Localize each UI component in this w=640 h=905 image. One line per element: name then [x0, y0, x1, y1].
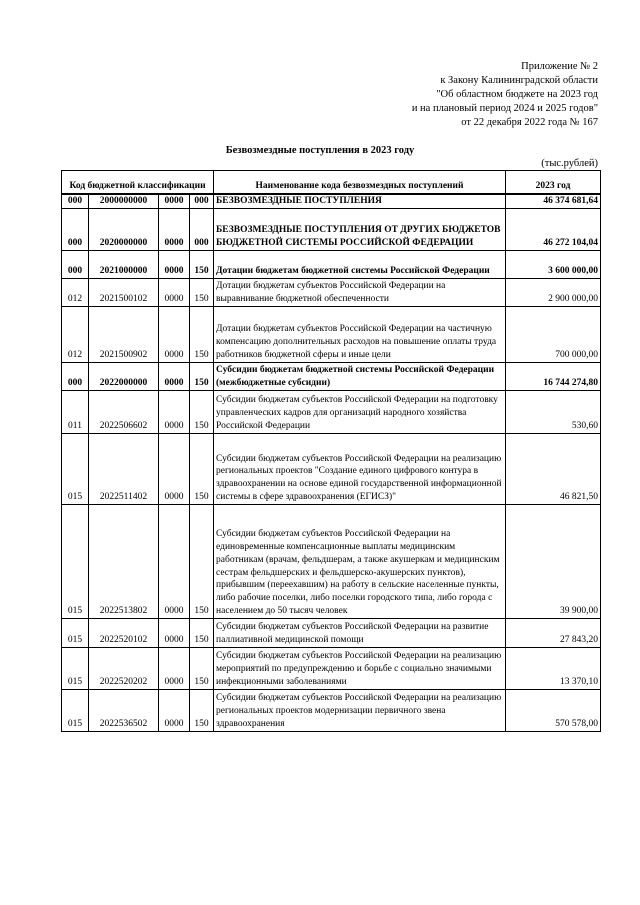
code-program: 0000 — [159, 208, 190, 250]
table-row — [62, 250, 601, 278]
table-row — [62, 194, 601, 208]
revenue-name: Субсидии бюджетам бюджетной системы Российской Федерации (межбюджетные субсидии) — [214, 362, 506, 390]
code-program: 0000 — [159, 306, 190, 362]
code-group: 2020000000 — [89, 208, 159, 250]
revenue-value: 13 370,10 — [506, 647, 601, 689]
law-reference: к Закону Калининградской области — [440, 75, 598, 86]
table-row — [62, 208, 601, 250]
revenue-value: 700 000,00 — [506, 306, 601, 362]
revenue-name: Субсидии бюджетам субъектов Российской Федерации на реализацию региональных проектов "Создание единого цифрового контура в здравоохранении на основе единой государственной информационной системы в сфере здравоохранения (ЕГИСЗ)" — [214, 433, 506, 504]
revenue-name: Субсидии бюджетам субъектов Российской Федерации на единовременные компенсационные выплаты медицинским работникам (врачам, фельдшерам, а также акушеркам и медицинским сестрам фельдшерских и фельдшерско-акушерских пунктов), прибывшим (переехавшим) на работу в сельские населенные пункты, либо рабочие поселки, либо поселки городского типа, либо города с населением до 50 тысяч человек — [214, 504, 506, 618]
revenue-table — [61, 170, 601, 732]
revenue-name: Субсидии бюджетам субъектов Российской Федерации на реализацию мероприятий по предупреждению и борьбе с социально значимыми инфекционными заболеваниями — [214, 647, 506, 689]
code-group: 2021000000 — [89, 250, 159, 278]
column-header-code: Код бюджетной классификации — [62, 171, 214, 195]
code-economic: 150 — [190, 689, 214, 731]
code-group: 2022520102 — [89, 618, 159, 647]
column-header-name: Наименование кода безвозмездных поступлений — [214, 171, 506, 195]
code-admin: 012 — [62, 278, 89, 306]
table-row — [62, 306, 601, 362]
revenue-value: 3 600 000,00 — [506, 250, 601, 278]
code-economic: 150 — [190, 618, 214, 647]
code-economic: 150 — [190, 433, 214, 504]
code-program: 0000 — [159, 250, 190, 278]
code-admin: 000 — [62, 194, 89, 208]
table-row — [62, 390, 601, 433]
code-admin: 011 — [62, 390, 89, 433]
code-group: 2000000000 — [89, 194, 159, 208]
code-economic: 000 — [190, 208, 214, 250]
code-program: 0000 — [159, 194, 190, 208]
code-program: 0000 — [159, 362, 190, 390]
revenue-name: Дотации бюджетам бюджетной системы Российской Федерации — [214, 250, 506, 278]
code-economic: 150 — [190, 306, 214, 362]
code-admin: 015 — [62, 433, 89, 504]
code-group: 2022000000 — [89, 362, 159, 390]
code-program: 0000 — [159, 618, 190, 647]
table-row — [62, 433, 601, 504]
table-body — [62, 194, 601, 731]
column-header-year: 2023 год — [506, 171, 601, 195]
code-program: 0000 — [159, 390, 190, 433]
code-group: 2022511402 — [89, 433, 159, 504]
revenue-name: БЕЗВОЗМЕЗДНЫЕ ПОСТУПЛЕНИЯ — [214, 194, 506, 208]
table-row — [62, 689, 601, 731]
units-label: (тыс.рублей) — [541, 158, 598, 169]
table-row — [62, 504, 601, 618]
revenue-name: Дотации бюджетам субъектов Российской Федерации на выравнивание бюджетной обеспеченности — [214, 278, 506, 306]
code-program: 0000 — [159, 433, 190, 504]
revenue-value: 2 900 000,00 — [506, 278, 601, 306]
revenue-value: 27 843,20 — [506, 618, 601, 647]
law-date: от 22 декабря 2022 года № 167 — [461, 117, 598, 128]
code-program: 0000 — [159, 689, 190, 731]
code-admin: 015 — [62, 618, 89, 647]
code-economic: 150 — [190, 362, 214, 390]
code-economic: 150 — [190, 390, 214, 433]
revenue-name: Субсидии бюджетам субъектов Российской Федерации на подготовку управленческих кадров для организаций народного хозяйства Российской Федерации — [214, 390, 506, 433]
appendix-header — [412, 60, 598, 130]
table-row — [62, 278, 601, 306]
appendix-number: Приложение № 2 — [521, 61, 598, 72]
code-group: 2022506602 — [89, 390, 159, 433]
revenue-value: 16 744 274,80 — [506, 362, 601, 390]
revenue-value: 570 578,00 — [506, 689, 601, 731]
revenue-value: 46 821,50 — [506, 433, 601, 504]
code-economic: 150 — [190, 278, 214, 306]
code-economic: 150 — [190, 647, 214, 689]
code-admin: 015 — [62, 647, 89, 689]
code-admin: 000 — [62, 362, 89, 390]
revenue-value: 46 374 681,64 — [506, 194, 601, 208]
code-admin: 015 — [62, 504, 89, 618]
code-program: 0000 — [159, 504, 190, 618]
code-program: 0000 — [159, 647, 190, 689]
table-row — [62, 362, 601, 390]
revenue-name: Субсидии бюджетам субъектов Российской Федерации на развитие паллиативной медицинской помощи — [214, 618, 506, 647]
revenue-value: 39 900,00 — [506, 504, 601, 618]
law-title-line2: и на плановый период 2024 и 2025 годов" — [411, 103, 598, 114]
code-group: 2022513802 — [89, 504, 159, 618]
code-group: 2022520202 — [89, 647, 159, 689]
code-economic: 150 — [190, 250, 214, 278]
code-program: 0000 — [159, 278, 190, 306]
code-economic: 150 — [190, 504, 214, 618]
document-title: Безвозмездные поступления в 2023 году — [225, 145, 415, 156]
table-row — [62, 647, 601, 689]
revenue-value: 46 272 104,04 — [506, 208, 601, 250]
law-title-line1: "Об областном бюджете на 2023 год — [436, 89, 598, 100]
code-group: 2021500902 — [89, 306, 159, 362]
table-row — [62, 618, 601, 647]
revenue-value: 530,60 — [506, 390, 601, 433]
code-admin: 000 — [62, 250, 89, 278]
code-admin: 012 — [62, 306, 89, 362]
code-group: 2022536502 — [89, 689, 159, 731]
revenue-name: Субсидии бюджетам субъектов Российской Федерации на реализацию региональных проектов модернизации первичного звена здравоохранения — [214, 689, 506, 731]
code-admin: 000 — [62, 208, 89, 250]
code-group: 2021500102 — [89, 278, 159, 306]
revenue-name: БЕЗВОЗМЕЗДНЫЕ ПОСТУПЛЕНИЯ ОТ ДРУГИХ БЮДЖЕТОВ БЮДЖЕТНОЙ СИСТЕМЫ РОССИЙСКОЙ ФЕДЕРАЦИИ — [214, 208, 506, 250]
revenue-name: Дотации бюджетам субъектов Российской Федерации на частичную компенсацию дополнительных расходов на повышение оплаты труда работников бюджетной сферы и иные цели — [214, 306, 506, 362]
code-admin: 015 — [62, 689, 89, 731]
code-economic: 000 — [190, 194, 214, 208]
